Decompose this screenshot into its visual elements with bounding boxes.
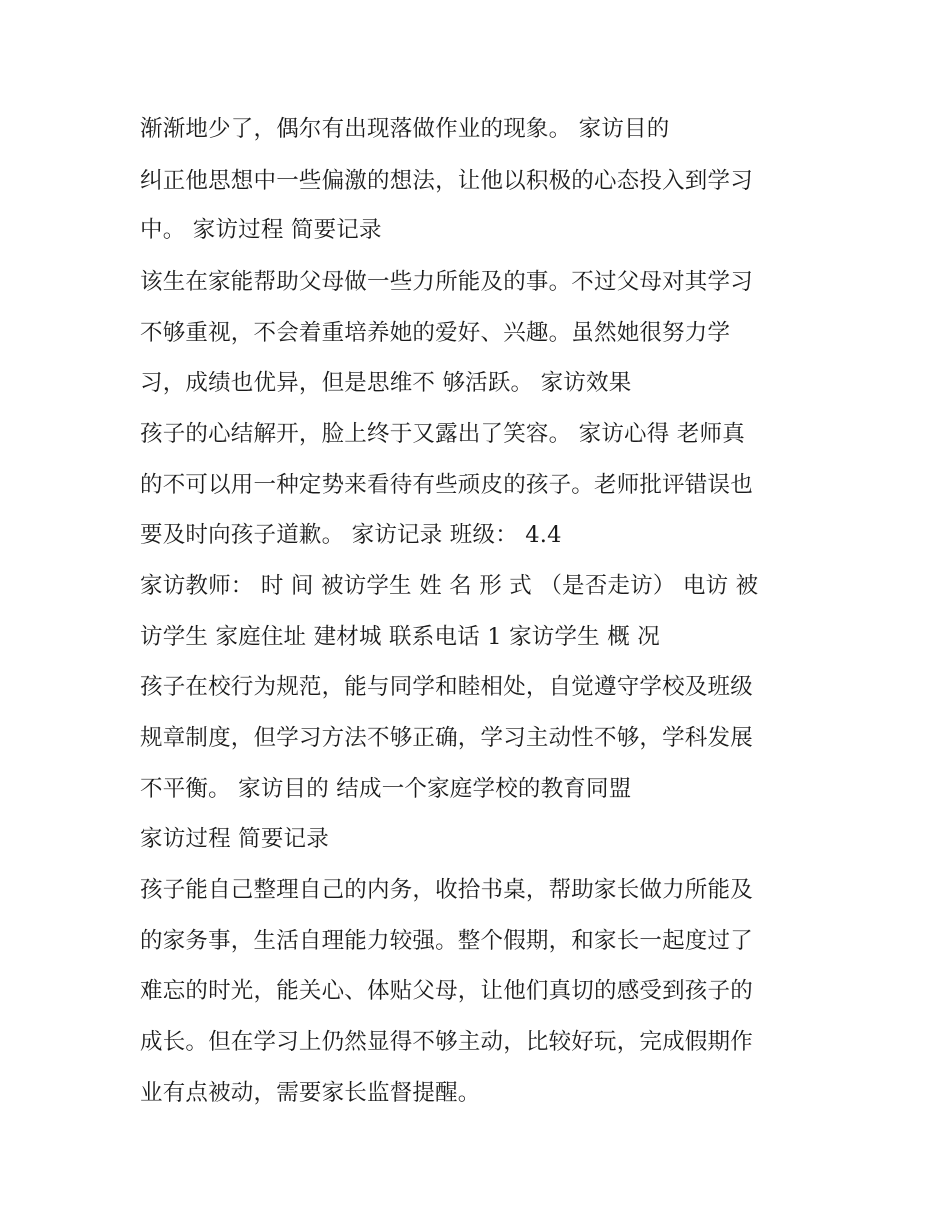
text-line: 孩子在校行为规范，能与同学和睦相处，自觉遵守学校及班级 bbox=[140, 674, 753, 700]
text-line: 规章制度，但学习方法不够正确，学习主动性不够，学科发展 bbox=[140, 725, 753, 751]
text-line: 纠正他思想中一些偏激的想法，让他以积极的心态投入到学习 bbox=[140, 168, 753, 194]
text-line: 难忘的时光，能关心、体贴父母，让他们真切的感受到孩子的 bbox=[140, 978, 753, 1004]
text-line: 孩子的心结解开，脸上终于又露出了笑容。 家访心得 老师真 bbox=[140, 421, 745, 447]
text-line: 不平衡。 家访目的 结成一个家庭学校的教育同盟 bbox=[140, 776, 632, 802]
text-line: 该生在家能帮助父母做一些力所能及的事。不过父母对其学习 bbox=[140, 269, 753, 295]
text-line: 的家务事，生活自理能力较强。整个假期，和家长一起度过了 bbox=[140, 928, 753, 954]
text-line: 访学生 家庭住址 建材城 联系电话 1 家访学生 概 况 bbox=[140, 624, 660, 650]
text-line: 业有点被动，需要家长监督提醒。 bbox=[140, 1080, 481, 1106]
text-line: 习，成绩也优异，但是思维不 够活跃。 家访效果 bbox=[140, 370, 632, 396]
text-line: 渐渐地少了，偶尔有出现落做作业的现象。 家访目的 bbox=[140, 116, 670, 142]
text-line: 家访过程 简要记录 bbox=[140, 826, 329, 852]
text-line: 中。 家访过程 简要记录 bbox=[140, 217, 382, 243]
text-line: 的不可以用一种定势来看待有些顽皮的孩子。老师批评错误也 bbox=[140, 472, 753, 498]
text-line: 家访教师： 时 间 被访学生 姓 名 形 式 （是否走访） 电访 被 bbox=[140, 573, 759, 599]
text-line: 要及时向孩子道歉。 家访记录 班级： 4.4 bbox=[140, 522, 562, 548]
text-line: 成长。但在学习上仍然显得不够主动，比较好玩，完成假期作 bbox=[140, 1029, 753, 1055]
text-line: 孩子能自己整理自己的内务，收拾书桌，帮助家长做力所能及 bbox=[140, 877, 753, 903]
text-line: 不够重视，不会着重培养她的爱好、兴趣。虽然她很努力学 bbox=[140, 320, 731, 346]
